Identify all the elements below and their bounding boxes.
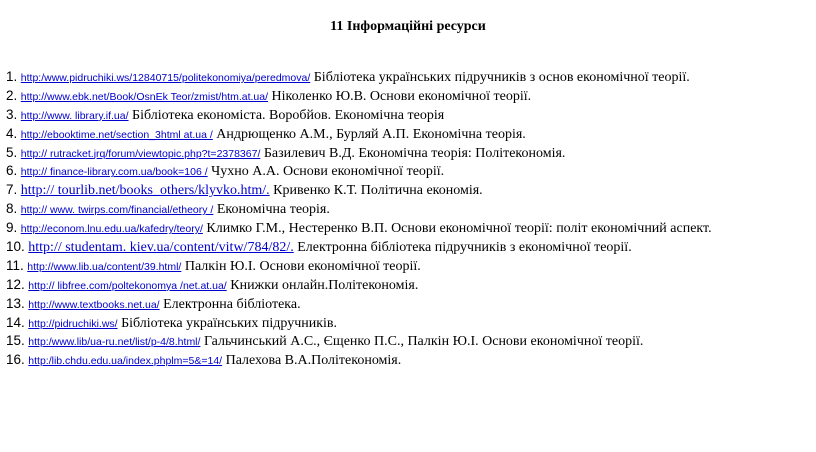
resource-link[interactable]: http://www.ebk.net/Book/OsnEk Teor/zmist/htm.at.ua/ bbox=[20, 90, 269, 103]
resource-number: 15. bbox=[6, 333, 25, 349]
resource-item bbox=[6, 295, 814, 314]
resource-description: Економічна теорія. bbox=[216, 202, 330, 218]
resource-link[interactable]: http:// libfree.com/poltekonomya /net.at.ua/ bbox=[28, 279, 227, 292]
resource-link[interactable]: http://pidruchiki.ws/ bbox=[28, 317, 118, 330]
resource-description: Палехова В.А.Політекономія. bbox=[225, 353, 402, 369]
resource-description: Бібліотека українських підручників. bbox=[121, 315, 338, 331]
resource-description: Електронна бібліотека підручників з економічної теорії. bbox=[297, 240, 632, 256]
resource-description: Базилевич В.Д. Економічна теорія: Політекономія. bbox=[263, 145, 566, 161]
resource-description: Гальчинський А.С., Єщенко П.С., Палкін Ю.І. Основи економічної теорії. bbox=[203, 334, 644, 350]
resource-item bbox=[6, 181, 814, 200]
resource-item bbox=[6, 68, 814, 87]
resource-number: 8. bbox=[6, 201, 18, 217]
resource-item bbox=[6, 125, 814, 144]
resource-link[interactable]: http://www.textbooks.net.ua/ bbox=[28, 298, 160, 311]
resource-item bbox=[6, 257, 814, 276]
resource-item bbox=[6, 351, 814, 370]
resource-description: Бібліотека економіста. Воробйов. Економічна теорія bbox=[132, 107, 445, 123]
resource-description: Кривенко К.Т. Політична економія. bbox=[273, 183, 483, 199]
resource-item bbox=[6, 276, 814, 295]
resource-description: Бібліотека українських підручників з основ економічної теорії. bbox=[313, 70, 690, 85]
resource-number: 4. bbox=[6, 125, 18, 141]
resource-list bbox=[6, 68, 814, 370]
resource-number: 3. bbox=[6, 106, 18, 122]
resource-item bbox=[6, 162, 814, 181]
resource-link[interactable]: http://www. library.if.ua/ bbox=[20, 109, 129, 122]
resource-item bbox=[6, 87, 814, 106]
resource-number: 12. bbox=[6, 276, 25, 292]
resource-link[interactable]: http:// www. twirps.com/financial/etheory / bbox=[20, 204, 214, 217]
resource-number: 14. bbox=[6, 314, 25, 330]
resource-link[interactable]: http:// rutracket.jrq/forum/viewtopic.php?t=2378367/ bbox=[20, 147, 261, 160]
resource-description: Андрющенко А.М., Бурляй А.П. Економічна теорія. bbox=[216, 126, 526, 142]
resource-number: 7. bbox=[6, 182, 18, 198]
resource-number: 2. bbox=[6, 87, 18, 103]
resource-description: Електронна бібліотека. bbox=[163, 296, 301, 312]
resource-link[interactable]: http:// tourlib.net/books_others/klyvko.htm/. bbox=[20, 183, 270, 199]
resource-link[interactable]: http:// studentam. kiev.ua/content/vitw/784/82/. bbox=[28, 240, 294, 256]
resource-number: 11. bbox=[6, 257, 24, 273]
resource-item bbox=[6, 200, 814, 219]
resource-link[interactable]: http://econom.lnu.edu.ua/kafedry/teory/ bbox=[20, 223, 203, 236]
resource-number: 5. bbox=[6, 144, 18, 160]
resource-description: Ніколенко Ю.В. Основи економічної теорії. bbox=[271, 88, 532, 104]
resource-description: Климко Г.М., Нестеренко В.П. Основи економічної теорії: політ економічний аспект. bbox=[206, 221, 712, 237]
resource-number: 9. bbox=[6, 220, 18, 236]
resource-link[interactable]: http:/lib.chdu.edu.ua/index.phplm=5&=14/ bbox=[28, 355, 223, 368]
resource-item bbox=[6, 219, 814, 238]
resource-link[interactable]: http:/www.lib/ua-ru.net/list/p-4/8.html/ bbox=[28, 336, 201, 349]
resource-item bbox=[6, 332, 814, 351]
resource-item bbox=[6, 314, 814, 333]
resource-link[interactable]: http:// finance-library.com.ua/book=106 / bbox=[20, 166, 208, 179]
resource-description: Чухно А.А. Основи економічної теорії. bbox=[211, 164, 445, 180]
resource-item bbox=[6, 238, 814, 257]
resource-description: Палкін Ю.І. Основи економічної теорії. bbox=[184, 258, 421, 274]
resource-number: 10. bbox=[6, 239, 25, 255]
resource-number: 13. bbox=[6, 295, 25, 311]
resource-number: 1. bbox=[6, 69, 18, 84]
resource-item bbox=[6, 106, 814, 125]
resource-link[interactable]: http://ebooktime.net/section_3html at.ua / bbox=[20, 128, 213, 141]
resource-link[interactable]: http:/www.pidruchiki.ws/12840715/politekonomiya/peredmova/ bbox=[20, 72, 311, 84]
resource-item bbox=[6, 144, 814, 163]
resource-description: Книжки онлайн.Політекономія. bbox=[230, 277, 419, 293]
resource-number: 16. bbox=[6, 352, 25, 368]
section-heading: 11 Інформаційні ресурси bbox=[330, 19, 486, 34]
resource-link[interactable]: http://www.lib.ua/content/39.html/ bbox=[27, 260, 182, 273]
resource-number: 6. bbox=[6, 163, 18, 179]
